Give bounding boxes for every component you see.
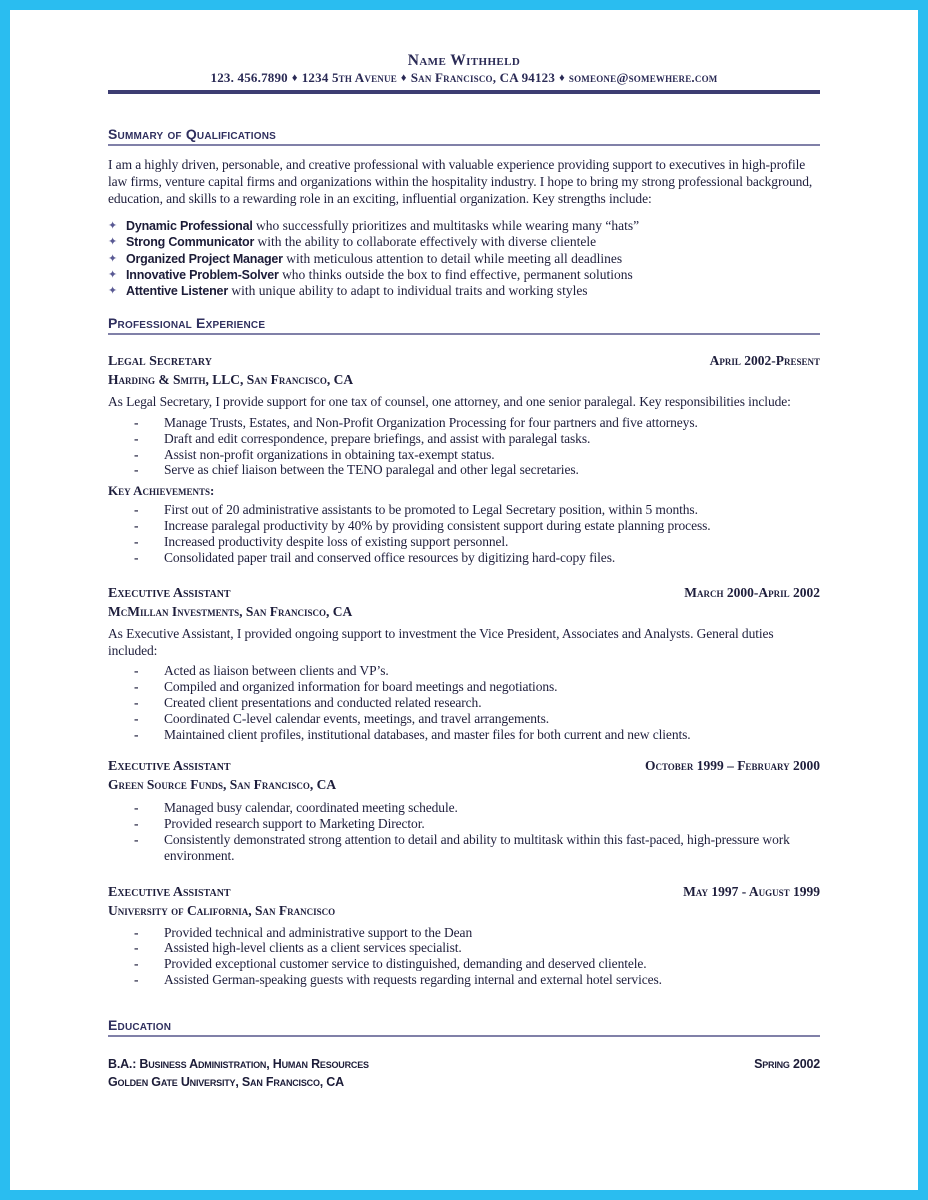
job-header-row (108, 353, 820, 370)
job-title: Executive Assistant (108, 586, 231, 602)
dash-bullet-icon: - (134, 940, 139, 956)
job-dates: October 1999 – February 2000 (644, 758, 820, 774)
degree-title: B.A.: Business Administration, Human Resources (108, 1056, 369, 1071)
dash-bullet-icon: - (134, 694, 139, 710)
list-item (108, 940, 820, 956)
job-dates: April 2002-Present (709, 353, 820, 369)
strength-text: who successfully prioritizes and multitasks while wearing many “hats” (252, 218, 640, 233)
bullet-text: Increase paralegal productivity by 40% by providing consistent support during estate planning process. (164, 517, 711, 533)
dash-bullet-icon: - (134, 414, 139, 430)
list-item (108, 679, 820, 695)
dash-bullet-icon: - (134, 446, 139, 462)
diamond-separator-icon: ♦ (559, 72, 565, 84)
dash-bullet-icon: - (134, 502, 139, 518)
strength-item (108, 218, 820, 234)
job-company: Green Source Funds, San Francisco, CA (108, 777, 337, 793)
bullet-text: Serve as chief liaison between the TENO paralegal and other legal secretaries. (164, 462, 579, 478)
job-header-row (108, 585, 820, 602)
street-address: 1234 5th Avenue (301, 70, 397, 85)
header-divider (108, 90, 820, 94)
dash-bullet-icon: - (134, 710, 139, 726)
diamond-bullet-icon: ✦ (108, 220, 118, 232)
list-item (108, 502, 820, 518)
list-item (108, 431, 820, 447)
job-title: Executive Assistant (108, 884, 231, 900)
contact-line (108, 70, 820, 87)
strength-lead: Dynamic Professional (126, 219, 253, 233)
list-item (108, 518, 820, 534)
list-item (108, 711, 820, 727)
bullet-text: Provided exceptional customer service to distinguished, demanding and deserved clientele. (164, 956, 647, 972)
diamond-bullet-icon: ✦ (108, 268, 118, 281)
job-title: Executive Assistant (108, 759, 231, 775)
bullet-text: Created client presentations and conducted related research. (164, 694, 482, 710)
strength-text: with meticulous attention to detail while meeting all deadlines (282, 250, 623, 266)
job-intro: As Legal Secretary, I provide support for one tax of counsel, one attorney, and one senior paralegal. Key responsibilities include: (108, 394, 791, 410)
summary-paragraph: I am a highly driven, personable, and creative professional with valuable experience providing support to executives in high-profile law firms, venture capital firms and organizations within the hospitality industry. I hope to bring my strong professional background, education, and skills to a rewarding role in an exciting, influential organization. Key strengths include: (108, 157, 813, 206)
section-heading-education: Education (108, 1018, 820, 1037)
dash-bullet-icon: - (134, 800, 139, 816)
education-degree-row (108, 1057, 820, 1072)
bullet-text: Managed busy calendar, coordinated meeting schedule. (164, 800, 458, 816)
bullet-text: Consistently demonstrated strong attention to detail and ability to multitask within this fast-paced, high-pressure work environment. (164, 831, 790, 863)
list-item (108, 925, 820, 941)
bullet-text: Consolidated paper trail and conserved office resources by digitizing hard-copy files. (164, 549, 616, 565)
bullet-text: Assisted high-level clients as a client services specialist. (164, 940, 462, 956)
diamond-separator-icon: ♦ (400, 72, 407, 84)
dash-bullet-icon: - (134, 816, 139, 832)
phone-number: 123. 456.7890 (210, 70, 288, 85)
diamond-bullet-icon: ✦ (108, 252, 118, 265)
job-entry-green-source (108, 758, 820, 863)
list-item (108, 550, 820, 566)
bullet-text: First out of 20 administrative assistants to be promoted to Legal Secretary position, within 5 months. (164, 502, 698, 518)
job-header-row (108, 884, 820, 901)
list-item (108, 972, 820, 988)
list-item (108, 800, 820, 816)
city-state-zip: San Francisco, CA 94123 (410, 70, 556, 85)
list-item (108, 663, 820, 679)
list-item (108, 534, 820, 550)
diamond-separator-icon: ♦ (291, 72, 298, 84)
job-bullet-list (108, 925, 820, 988)
job-entry-mcmillan (108, 585, 820, 742)
strength-lead: Strong Communicator (126, 235, 255, 250)
job-company: University of California, San Francisco (108, 902, 336, 918)
bullet-text: Increased productivity despite loss of existing support personnel. (164, 533, 509, 549)
key-achievements-heading: Key Achievements: (108, 483, 215, 499)
strengths-list (108, 218, 820, 299)
school-name: Golden Gate University, San Francisco, CA (108, 1074, 344, 1089)
list-item (108, 462, 820, 478)
bullet-text: Compiled and organized information for board meetings and negotiations. (164, 679, 558, 695)
job-title: Legal Secretary (108, 354, 212, 370)
strength-text: with unique ability to adapt to individual traits and working styles (227, 283, 588, 299)
dash-bullet-icon: - (134, 549, 139, 565)
section-heading-experience: Professional Experience (108, 316, 820, 335)
list-item (108, 727, 820, 743)
strength-item (108, 251, 820, 267)
job-intro: As Executive Assistant, I provided ongoing support to investment the Vice President, Associates and Analysts. General duties included: (108, 626, 774, 658)
strength-text: who thinks outside the box to find effective, permanent solutions (278, 266, 633, 282)
job-entry-legal-secretary (108, 353, 820, 565)
list-item (108, 415, 820, 431)
dash-bullet-icon: - (134, 971, 139, 987)
strength-item (108, 267, 820, 283)
dash-bullet-icon: - (134, 956, 139, 972)
job-bullet-list (108, 663, 820, 742)
job-company: McMillan Investments, San Francisco, CA (108, 604, 353, 620)
bullet-text: Assisted German-speaking guests with requests regarding internal and external hotel services. (164, 971, 662, 987)
list-item (108, 832, 820, 864)
job-dates: May 1997 - August 1999 (683, 883, 820, 899)
list-item (108, 695, 820, 711)
strength-lead: Innovative Problem-Solver (126, 267, 279, 282)
dash-bullet-icon: - (134, 831, 139, 847)
page-content (10, 10, 918, 1090)
job-header-row (108, 758, 820, 775)
section-heading-summary: Summary of Qualifications (108, 127, 820, 146)
bullet-text: Maintained client profiles, institutional databases, and master files for both current and new clients. (164, 726, 691, 742)
bullet-text: Provided technical and administrative support to the Dean (164, 924, 473, 940)
dash-bullet-icon: - (134, 533, 139, 549)
list-item (108, 447, 820, 463)
bullet-text: Assist non-profit organizations in obtaining tax-exempt status. (164, 446, 495, 462)
strength-text: with the ability to collaborate effectively with diverse clientele (254, 234, 597, 250)
dash-bullet-icon: - (134, 462, 139, 478)
degree-dates: Spring 2002 (754, 1056, 820, 1071)
list-item (108, 956, 820, 972)
strength-item (108, 234, 820, 250)
list-item (108, 816, 820, 832)
bullet-text: Manage Trusts, Estates, and Non-Profit Organization Processing for four partners and five attorneys. (164, 414, 698, 430)
email-address: someone@somewhere.com (568, 70, 718, 85)
dash-bullet-icon: - (134, 679, 139, 695)
diamond-bullet-icon: ✦ (108, 236, 118, 249)
job-bullet-list (108, 800, 820, 863)
dash-bullet-icon: - (134, 924, 139, 940)
strength-lead: Attentive Listener (126, 284, 228, 299)
bullet-text: Draft and edit correspondence, prepare briefings, and assist with paralegal tasks. (164, 430, 591, 446)
bullet-text: Acted as liaison between clients and VP’s. (164, 663, 389, 679)
strength-lead: Organized Project Manager (126, 251, 283, 266)
bullet-text: Coordinated C-level calendar events, meetings, and travel arrangements. (164, 710, 550, 726)
job-dates: March 2000-April 2002 (684, 585, 820, 601)
candidate-name: Name Withheld (407, 52, 521, 69)
job-bullet-list (108, 415, 820, 478)
dash-bullet-icon: - (134, 517, 139, 533)
dash-bullet-icon: - (134, 430, 139, 446)
dash-bullet-icon: - (134, 663, 139, 679)
strength-item (108, 283, 820, 299)
achievements-list (108, 502, 820, 565)
dash-bullet-icon: - (134, 726, 139, 742)
job-company: Harding & Smith, LLC, San Francisco, CA (108, 372, 354, 388)
bullet-text: Provided research support to Marketing Director. (164, 816, 425, 832)
diamond-bullet-icon: ✦ (108, 285, 118, 298)
job-entry-university (108, 884, 820, 988)
